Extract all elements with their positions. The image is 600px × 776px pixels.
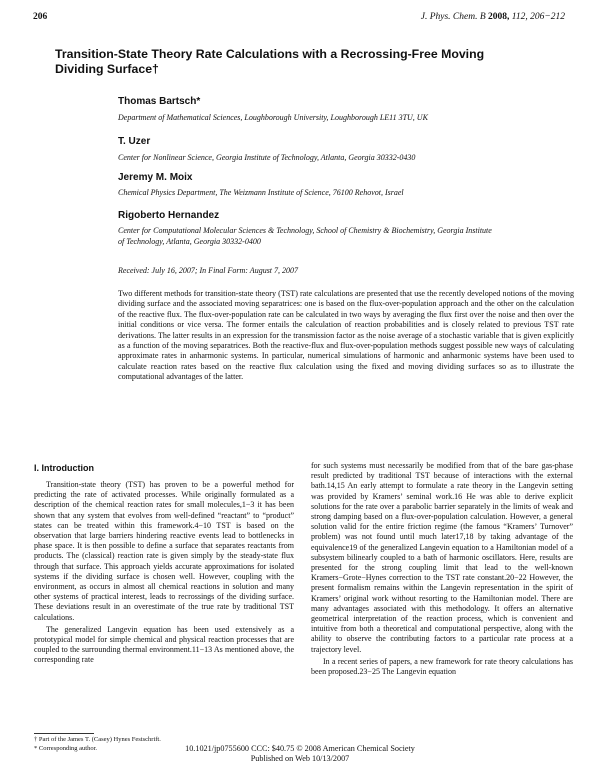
right-column	[311, 461, 573, 679]
abstract: Two different methods for transition-state theory (TST) rate calculations are presented that use the recently developed notions of the moving dividing surface and the associated moving separatrices: one is based on the flux-over-population approach and the other on the calculation of the reactive flux. The flux-over-population rate can be calculated in two ways by averaging the flux first over the noise and then over the initial conditions or vice versa. The former entails the calculation of reaction probabilities and is closely related to previous TST rate derivations. The latter results in an expression for the transmission factor as the noise average of a stochastic variable that is given explicitly as a function of the moving separatrices. Both the reactive-flux and flux-over-population methods suggest possible new ways of calculating approximate rates in anharmonic systems. In particular, numerical simulations of harmonic and anharmonic systems have been used to calculate reaction rates based on the reactive flux calculation using the fixed and moving dividing surfaces so as to illustrate the computational advantages of the latter.	[118, 289, 574, 382]
journal-name: J. Phys. Chem. B	[420, 12, 486, 22]
doi-line: 10.1021/jp0755600 CCC: $40.75 © 2008 American Chemical Society	[185, 744, 415, 753]
journal-citation	[421, 12, 565, 22]
author-affiliation: Center for Nonlinear Science, Georgia Institute of Technology, Atlanta, Georgia 30332-0430	[118, 153, 416, 162]
body-paragraph: In a recent series of papers, a new framework for rate theory calculations has been proposed.23−25 The Langevin equation	[311, 656, 573, 677]
footnote: † Part of the James T. (Casey) Hynes Festschrift.	[34, 736, 161, 743]
author-affiliation: Center for Computational Molecular Sciences & Technology, School of Chemistry & Biochemistry, Georgia Institute of Technology, Atlanta, Georgia 30332-0400	[118, 226, 492, 246]
section-heading: I. Introduction	[34, 463, 94, 473]
author-name: Thomas Bartsch*	[118, 96, 201, 107]
body-paragraph: The generalized Langevin equation has been used extensively as a prototypical model for simple chemical and physical reaction processes that are coupled to the surrounding thermal environment.11−13 As mentioned above, the corresponding rate	[34, 624, 294, 665]
author-name: Rigoberto Hernandez	[118, 210, 220, 221]
author-affiliation: Chemical Physics Department, The Weizmann Institute of Science, 76100 Rehovot, Israel	[118, 188, 404, 197]
footnote-rule	[34, 733, 94, 734]
journal-volume: 112,	[511, 12, 528, 22]
author-name: T. Uzer	[118, 136, 151, 147]
body-paragraph: Transition-state theory (TST) has proven to be a powerful method for predicting the rate of activated processes. While originally formulated as a description of the chemical reaction rates for small molecules,1−3 it has been shown that any system that evolves from well-defined “reactant” to “product” states can be treated within this framework.4−10 TST is based on the observation that large barriers hindering reactive events lead to bottlenecks in phase space. It is then possible to define a surface that separates reactants from products. The (classical) reaction rate is given simply by the steady-state flux through that surface. This approach yields accurate approximations for isolated systems if the dividing surface is chosen well. However, coupling with the environment, as occurs in almost all chemical reactions in solution and many other systems of practical interest, leads to recrossings of the dividing surface. These deviations result in an overestimate of the true rate by traditional TST calculations.	[34, 480, 294, 622]
article-title: Transition-State Theory Rate Calculations with a Recrossing-Free Moving Dividing Surface†	[55, 47, 485, 76]
left-column	[34, 480, 294, 668]
journal-pages: 206−212	[530, 12, 565, 22]
journal-year: 2008,	[488, 12, 510, 22]
author-name: Jeremy M. Moix	[118, 172, 193, 183]
body-paragraph: for such systems must necessarily be modified from that of the bare gas-phase result predicted by traditional TST because of interactions with the external bath.14,15 An early attempt to formulate a rate theory in the Langevin setting was provided by Kramers’ seminal work.16 He was able to derive explicit solutions for the rate over a parabolic barrier separately in the limits of weak and strong damping based on a flux-over-population calculation. However, a general solution valid for the entire friction regime (the famous “Kramers’ Turnover” problem) was not found until much later17,18 by taking advantage of the equivalence19 of the generalized Langevin equation to a Hamiltonian model of a subsystem bilinearly coupled to a bath of harmonic oscillators. Here, results are presented for the strong coupling limit that lead to the well-known Kramers−Grote−Hynes correction to the TST rate constant.20−22 However, the present formalism remains within the Langevin representation in the spirit of Kramers’ original work without resorting to the Hamiltonian model. There are many advantages associated with this methodology. It offers an alternative geometrical interpretation of the reaction process, which is convenient and intuitive from both a theoretical and computational perspective, along with the ability to observe the contributing factors to a particular rate process at a trajectory level.	[311, 461, 573, 654]
published-date: Published on Web 10/13/2007	[250, 754, 350, 763]
received-dates: Received: July 16, 2007; In Final Form: August 7, 2007	[118, 266, 299, 275]
footnote: * Corresponding author.	[34, 744, 98, 752]
author-affiliation: Department of Mathematical Sciences, Loughborough University, Loughborough LE11 3TU, UK	[118, 113, 428, 122]
page-number: 206	[33, 12, 48, 22]
